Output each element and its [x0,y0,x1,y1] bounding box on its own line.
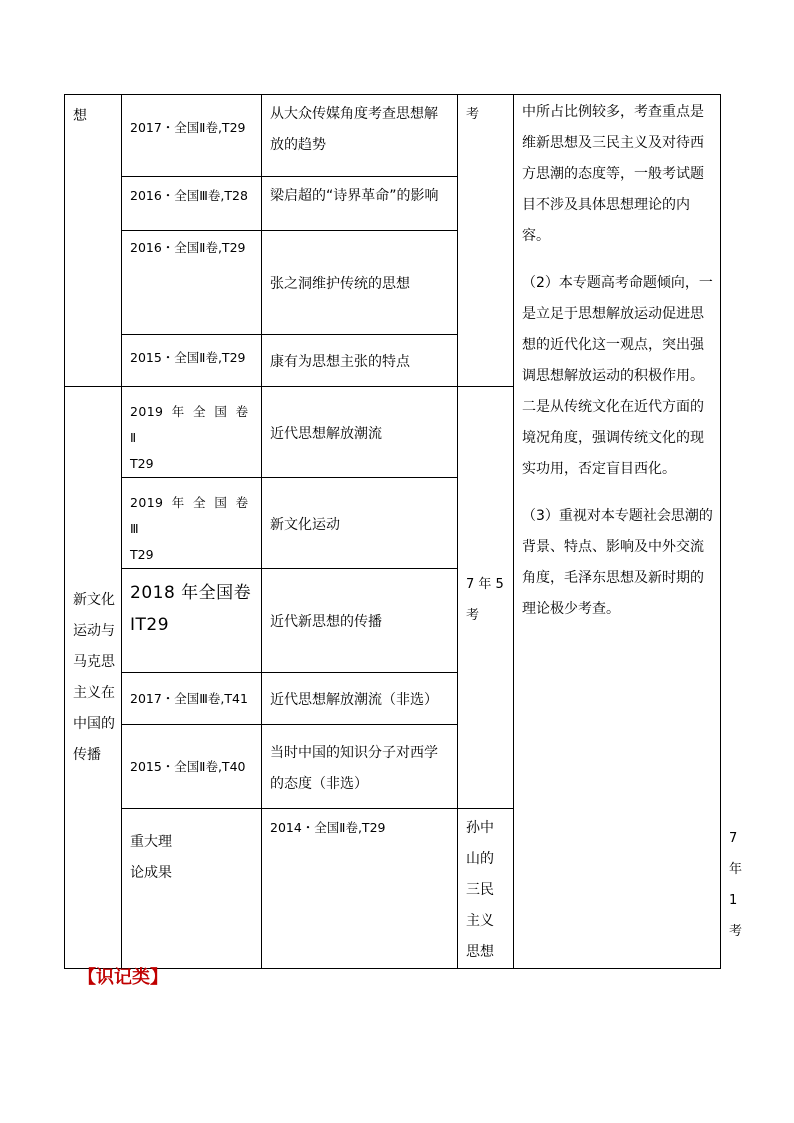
frequency-line: 7 年 5 [466,576,504,592]
frequency-line: 考 [466,607,480,623]
source-cell [262,809,458,969]
topic-line: 中国的 [73,715,115,732]
source-text: 2016・全国Ⅲ卷,T28 [130,188,248,203]
topic-cell [65,387,122,969]
source-line: 2019 年 全 国 卷 Ⅱ [130,404,249,445]
content-cell: 康有为思想主张的特点 [262,335,458,387]
content-cell: 梁启超的“诗界革命”的影响 [262,177,458,231]
source-cell [122,569,262,673]
source-line: T29 [130,547,154,562]
analysis-paragraph-1: 中所占比例较多，考查重点是维新思想及三民主义及对待西方思潮的态度等，一般考试题目不涉及具体思想理论的内容。 [522,104,704,244]
source-line: ⅠT29 [130,615,170,635]
analysis-paragraph-2: （2）本专题高考命题倾向，一是立足于思想解放运动促进思想的近代化这一观点，突出强调思想解放运动的积极作用。二是从传统文化在近代方面的境况角度，强调传统文化的现实功用，否定盲目西化。 [522,275,713,477]
content-cell: 新文化运动 [262,478,458,569]
content-cell: 当时中国的知识分子对西学的态度（非选） [262,725,458,809]
content-cell: 从大众传媒角度考查思想解放的趋势 [262,95,458,177]
source-cell [122,387,262,478]
source-text: 2015・全国Ⅱ卷,T40 [130,758,246,774]
source-cell [122,231,262,335]
source-cell [122,725,262,809]
topic-line: 主义在 [73,684,115,701]
content-cell: 孙中山的三民主义思想 [458,809,514,969]
source-text: 2014・全国Ⅱ卷,T29 [270,820,386,835]
analysis-cell [514,95,721,969]
table-row: 重大理 论成果 2014・全国Ⅱ卷,T29 孙中山的三民主义思想 7 年 1 考 [65,809,721,969]
source-line: 2019 年 全 国 卷 Ⅲ [130,495,249,536]
table-row [65,95,721,177]
source-cell [122,673,262,725]
source-text: 2017・全国Ⅱ卷,T29 [130,120,246,135]
frequency-cell [458,387,514,809]
analysis-paragraph-3: （3）重视对本专题社会思潮的背景、特点、影响及中外交流角度，毛泽东思想及新时期的理论极少考查。 [522,508,713,617]
source-cell [122,478,262,569]
content-cell: 近代思想解放潮流（非选） [262,673,458,725]
topic-line: 新文化 [73,591,115,608]
topic-line: 传播 [73,746,101,763]
exam-analysis-table [64,94,743,969]
content-cell: 张之洞维护传统的思想 [262,231,458,335]
source-line: T29 [130,456,154,471]
frequency-cell: 考 [458,95,514,387]
source-cell [122,177,262,231]
topic-line: 运动与 [73,622,115,639]
topic-line: 论成果 [130,865,172,881]
content-cell: 近代新思想的传播 [262,569,458,673]
topic-line: 马克思 [73,653,115,670]
topic-line: 想 [73,108,87,124]
source-text: 2017・全国Ⅲ卷,T41 [130,690,248,706]
topic-cell [122,809,262,969]
topic-line: 重大理 [130,834,172,850]
section-title: 【识记类】 [78,967,168,988]
source-text: 2016・全国Ⅱ卷,T29 [130,240,246,255]
source-cell [122,335,262,387]
content-cell: 近代思想解放潮流 [262,387,458,478]
source-cell [122,95,262,177]
source-text: 2015・全国Ⅱ卷,T29 [130,350,246,365]
topic-cell [65,95,122,387]
source-line: 2018 年全国卷 [130,583,252,603]
